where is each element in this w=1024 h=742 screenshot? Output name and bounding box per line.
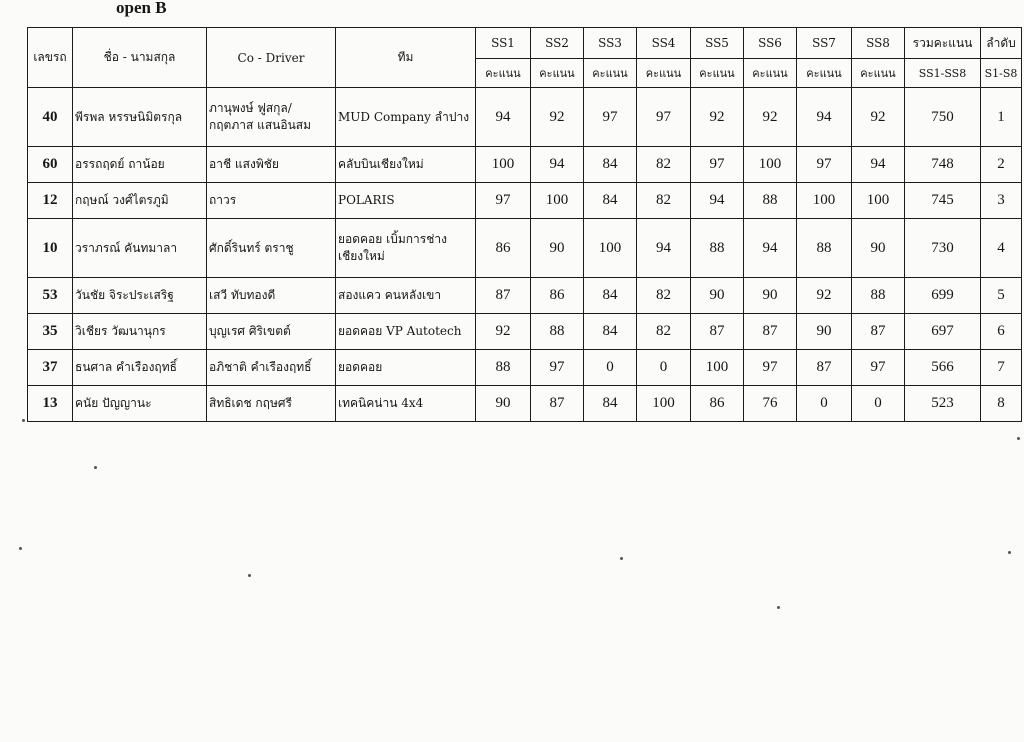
codriver-cell-line: ศักดิ์รินทร์ ตราชู [209, 240, 294, 255]
stage-score-cell: 100 [637, 386, 691, 422]
scan-speck [248, 574, 251, 577]
header-stage-sub: คะแนน [637, 59, 691, 88]
codriver-cell [207, 314, 336, 350]
stage-score-cell: 84 [584, 147, 637, 183]
stage-score-cell: 94 [637, 219, 691, 278]
stage-score-cell: 94 [797, 88, 852, 147]
scan-speck [94, 466, 97, 469]
table-row [28, 350, 1022, 386]
stage-score-cell: 82 [637, 183, 691, 219]
header-stage-sub: คะแนน [584, 59, 637, 88]
page-title: open B [116, 0, 167, 17]
bib-cell: 53 [28, 278, 73, 314]
rank-cell: 6 [981, 314, 1022, 350]
team-cell [336, 88, 476, 147]
table-row [28, 386, 1022, 422]
header-total-sub: SS1-SS8 [905, 59, 981, 88]
driver-name-cell: วิเชียร วัฒนานุกร [73, 314, 207, 350]
header-name: ชื่อ - นามสกุล [73, 28, 207, 88]
stage-score-cell: 97 [531, 350, 584, 386]
codriver-cell [207, 278, 336, 314]
stage-score-cell: 90 [744, 278, 797, 314]
codriver-cell-line: อาชี แสงพิชัย [209, 157, 279, 171]
table-row [28, 88, 1022, 147]
stage-score-cell: 76 [744, 386, 797, 422]
stage-score-cell: 97 [691, 147, 744, 183]
stage-score-cell: 87 [691, 314, 744, 350]
results-table [27, 27, 1022, 422]
header-stage-sub: คะแนน [852, 59, 905, 88]
stage-score-cell: 92 [744, 88, 797, 147]
stage-score-cell: 90 [476, 386, 531, 422]
stage-score-cell: 88 [531, 314, 584, 350]
stage-score-cell: 86 [531, 278, 584, 314]
table-header [28, 28, 1022, 88]
stage-score-cell: 97 [852, 350, 905, 386]
stage-score-cell: 86 [476, 219, 531, 278]
stage-score-cell: 90 [691, 278, 744, 314]
driver-name-cell: ธนศาล คำเรืองฤทธิ์ [73, 350, 207, 386]
stage-score-cell: 84 [584, 278, 637, 314]
stage-score-cell: 87 [797, 350, 852, 386]
rank-cell: 7 [981, 350, 1022, 386]
bib-cell: 60 [28, 147, 73, 183]
stage-score-cell: 94 [531, 147, 584, 183]
stage-score-cell: 94 [476, 88, 531, 147]
codriver-cell-line: กฤตภาส แสนอินสม [209, 118, 312, 132]
header-rank: ลำดับ [981, 28, 1022, 59]
stage-score-cell: 97 [637, 88, 691, 147]
header-stage: SS6 [744, 28, 797, 59]
header-stage-sub: คะแนน [797, 59, 852, 88]
stage-score-cell: 88 [852, 278, 905, 314]
header-stage: SS4 [637, 28, 691, 59]
header-stage: SS5 [691, 28, 744, 59]
stage-score-cell: 86 [691, 386, 744, 422]
team-cell [336, 278, 476, 314]
stage-score-cell: 84 [584, 183, 637, 219]
stage-score-cell: 92 [797, 278, 852, 314]
total-score-cell: 745 [905, 183, 981, 219]
driver-name-cell: วันชัย จิระประเสริฐ [73, 278, 207, 314]
stage-score-cell: 100 [744, 147, 797, 183]
bib-cell: 35 [28, 314, 73, 350]
team-cell-line: ยอดคอย VP Autotech [338, 324, 462, 338]
header-codriver: Co - Driver [207, 28, 336, 88]
scan-speck [1017, 437, 1020, 440]
driver-name-cell: คนัย ปัญญานะ [73, 386, 207, 422]
rank-cell: 5 [981, 278, 1022, 314]
stage-score-cell: 88 [744, 183, 797, 219]
header-stage: SS7 [797, 28, 852, 59]
rank-cell: 4 [981, 219, 1022, 278]
codriver-cell-line: อภิชาติ คำเรืองฤทธิ์ [209, 360, 312, 374]
stage-score-cell: 82 [637, 278, 691, 314]
codriver-cell [207, 183, 336, 219]
stage-score-cell: 92 [691, 88, 744, 147]
codriver-cell-line: ถาวร [209, 193, 237, 207]
total-score-cell: 699 [905, 278, 981, 314]
codriver-cell-line: บุญเรศ ศิริเขตต์ [209, 324, 291, 338]
stage-score-cell: 92 [852, 88, 905, 147]
codriver-cell [207, 88, 336, 147]
total-score-cell: 750 [905, 88, 981, 147]
bib-cell: 37 [28, 350, 73, 386]
team-cell-line: ยอดคอย เบิ้มการช่าง [338, 232, 447, 246]
stage-score-cell: 84 [584, 314, 637, 350]
codriver-cell-line: ภานุพงษ์ ฟูสกุล/ [209, 101, 292, 115]
stage-score-cell: 87 [531, 386, 584, 422]
table-row [28, 183, 1022, 219]
header-stage: SS2 [531, 28, 584, 59]
stage-score-cell: 87 [744, 314, 797, 350]
bib-cell: 10 [28, 219, 73, 278]
codriver-cell-line: สิทธิเดช กฤษศรี [209, 396, 292, 410]
codriver-cell [207, 386, 336, 422]
table-row [28, 147, 1022, 183]
stage-score-cell: 88 [476, 350, 531, 386]
team-cell-line: เชียงใหม่ [338, 249, 385, 263]
scan-speck [19, 547, 22, 550]
stage-score-cell: 94 [744, 219, 797, 278]
stage-score-cell: 97 [744, 350, 797, 386]
header-total: รวมคะแนน [905, 28, 981, 59]
stage-score-cell: 0 [584, 350, 637, 386]
bib-cell: 12 [28, 183, 73, 219]
team-cell [336, 386, 476, 422]
stage-score-cell: 0 [797, 386, 852, 422]
stage-score-cell: 94 [852, 147, 905, 183]
rank-cell: 2 [981, 147, 1022, 183]
total-score-cell: 523 [905, 386, 981, 422]
stage-score-cell: 90 [852, 219, 905, 278]
stage-score-cell: 82 [637, 314, 691, 350]
stage-score-cell: 100 [584, 219, 637, 278]
stage-score-cell: 87 [852, 314, 905, 350]
total-score-cell: 730 [905, 219, 981, 278]
team-cell-line: เทคนิคน่าน 4x4 [338, 396, 424, 410]
stage-score-cell: 88 [691, 219, 744, 278]
stage-score-cell: 100 [531, 183, 584, 219]
scan-speck [777, 606, 780, 609]
header-stage-sub: คะแนน [691, 59, 744, 88]
total-score-cell: 697 [905, 314, 981, 350]
stage-score-cell: 82 [637, 147, 691, 183]
header-stage-sub: คะแนน [744, 59, 797, 88]
header-stage: SS8 [852, 28, 905, 59]
driver-name-cell: กฤษณ์ วงศ์ไตรภูมิ [73, 183, 207, 219]
table-row [28, 314, 1022, 350]
table-row [28, 219, 1022, 278]
header-rank-sub: S1-S8 [981, 59, 1022, 88]
team-cell-line: POLARIS [338, 193, 395, 207]
stage-score-cell: 94 [691, 183, 744, 219]
header-bib: เลขรถ [28, 28, 73, 88]
driver-name-cell: พีรพล หรรษนิมิตรกุล [73, 88, 207, 147]
rank-cell: 8 [981, 386, 1022, 422]
total-score-cell: 748 [905, 147, 981, 183]
team-cell [336, 350, 476, 386]
driver-name-cell: วราภรณ์ คันทมาลา [73, 219, 207, 278]
bib-cell: 40 [28, 88, 73, 147]
codriver-cell-line: เสวี ทับทองดี [209, 288, 276, 302]
scan-speck [620, 557, 623, 560]
rank-cell: 1 [981, 88, 1022, 147]
table-body [28, 88, 1022, 422]
stage-score-cell: 100 [797, 183, 852, 219]
stage-score-cell: 92 [531, 88, 584, 147]
rank-cell: 3 [981, 183, 1022, 219]
header-stage-sub: คะแนน [531, 59, 584, 88]
header-stage-sub: คะแนน [476, 59, 531, 88]
stage-score-cell: 0 [637, 350, 691, 386]
codriver-cell [207, 350, 336, 386]
driver-name-cell: อรรถฤดย์ ถาน้อย [73, 147, 207, 183]
team-cell [336, 314, 476, 350]
stage-score-cell: 84 [584, 386, 637, 422]
stage-score-cell: 97 [584, 88, 637, 147]
stage-score-cell: 0 [852, 386, 905, 422]
codriver-cell [207, 219, 336, 278]
stage-score-cell: 100 [691, 350, 744, 386]
stage-score-cell: 90 [531, 219, 584, 278]
stage-score-cell: 87 [476, 278, 531, 314]
table-row [28, 278, 1022, 314]
header-team: ทีม [336, 28, 476, 88]
stage-score-cell: 90 [797, 314, 852, 350]
team-cell-line: ยอดคอย [338, 360, 383, 374]
bib-cell: 13 [28, 386, 73, 422]
header-stage: SS3 [584, 28, 637, 59]
stage-score-cell: 100 [476, 147, 531, 183]
team-cell-line: MUD Company ลำปาง [338, 109, 470, 124]
team-cell-line: คลับบินเชียงใหม่ [338, 157, 424, 171]
team-cell-line: สองแคว คนหลังเขา [338, 288, 442, 302]
stage-score-cell: 97 [797, 147, 852, 183]
total-score-cell: 566 [905, 350, 981, 386]
team-cell [336, 183, 476, 219]
header-stage: SS1 [476, 28, 531, 59]
team-cell [336, 219, 476, 278]
stage-score-cell: 100 [852, 183, 905, 219]
codriver-cell [207, 147, 336, 183]
scan-speck [1008, 551, 1011, 554]
stage-score-cell: 97 [476, 183, 531, 219]
stage-score-cell: 92 [476, 314, 531, 350]
team-cell [336, 147, 476, 183]
stage-score-cell: 88 [797, 219, 852, 278]
scan-speck [22, 419, 25, 422]
